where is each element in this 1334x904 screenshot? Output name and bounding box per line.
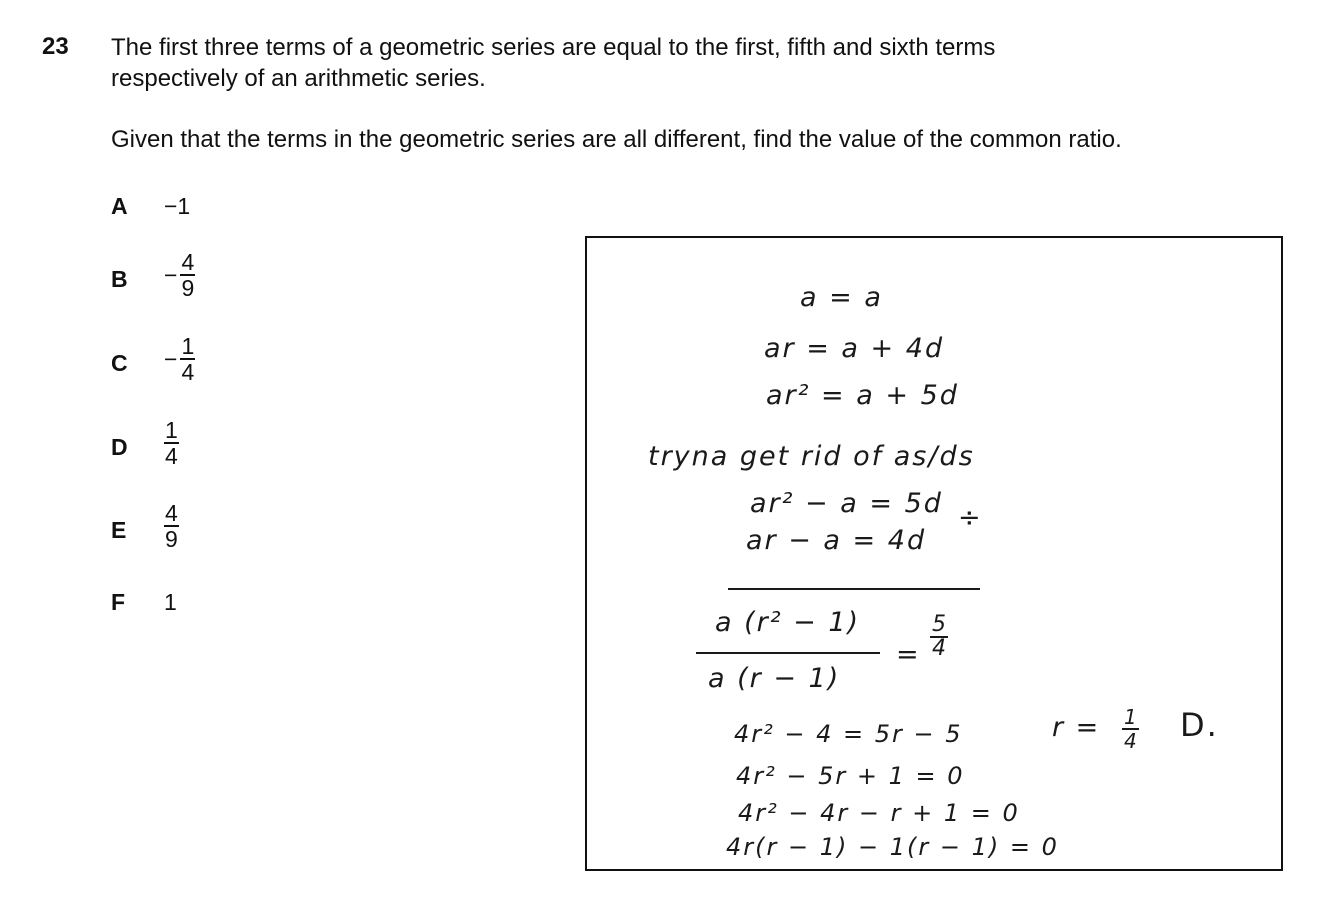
option-e-letter: E <box>111 517 127 543</box>
working-line-4: ar² − a = 5d <box>750 488 943 519</box>
working-divider <box>728 588 980 590</box>
option-b-denominator: 9 <box>181 275 195 301</box>
division-sign: ÷ <box>958 502 983 533</box>
answer-denominator: 4 <box>1124 729 1137 753</box>
working-rhs-numerator: 5 <box>932 612 946 637</box>
option-d-denominator: 4 <box>165 443 178 469</box>
question-text-line-2: respectively of an arithmetic series. <box>111 65 486 92</box>
option-a-value: −1 <box>164 193 191 219</box>
option-c-numerator: 1 <box>181 333 195 359</box>
working-fraction-denominator: a (r − 1) <box>708 663 841 694</box>
working-line-7: 4r² − 5r + 1 = 0 <box>736 762 965 790</box>
question-text-line-3: Given that the terms in the geometric series are all different, find the value of the common ratio. <box>111 126 1122 153</box>
option-d-letter: D <box>111 434 128 460</box>
option-c-value <box>164 334 195 384</box>
working-line-2: ar = a + 4d <box>764 333 945 364</box>
option-d-numerator: 1 <box>165 417 178 443</box>
option-f-letter: F <box>111 589 126 615</box>
working-line-6: 4r² − 4 = 5r − 5 <box>734 720 963 748</box>
working-line-3: ar² = a + 5d <box>766 380 959 411</box>
working-line-5: ar − a = 4d <box>746 525 927 556</box>
option-b-value <box>164 250 195 300</box>
option-e-numerator: 4 <box>165 500 178 526</box>
option-e-value <box>164 501 179 551</box>
option-c-letter: C <box>111 350 128 376</box>
answer-lhs: r = <box>1052 712 1101 743</box>
answer-fraction <box>1122 706 1139 752</box>
question-number: 23 <box>42 33 69 60</box>
working-rhs-denominator: 4 <box>932 636 946 661</box>
option-e-denominator: 9 <box>165 526 178 552</box>
option-c-denominator: 4 <box>181 359 195 385</box>
option-b-letter: B <box>111 266 128 292</box>
working-line-9: 4r(r − 1) − 1(r − 1) = 0 <box>726 833 1059 861</box>
working-line-8: 4r² − 4r − r + 1 = 0 <box>738 799 1020 827</box>
answer-numerator: 1 <box>1124 705 1137 729</box>
option-b-sign: − <box>164 261 178 288</box>
question-text-line-1: The first three terms of a geometric series are equal to the first, fifth and sixth terms <box>111 34 996 61</box>
option-d-value <box>164 418 179 468</box>
option-a-letter: A <box>111 193 128 219</box>
option-c-sign: − <box>164 345 178 372</box>
working-fraction-equals: = <box>896 639 921 670</box>
working-fraction-bar <box>696 652 880 654</box>
option-f-value: 1 <box>164 589 177 615</box>
answer-letter: D. <box>1180 706 1219 744</box>
working-note: tryna get rid of as/ds <box>648 441 975 472</box>
working-rhs-fraction <box>930 614 948 660</box>
working-fraction-numerator: a (r² − 1) <box>715 607 861 638</box>
working-line-1: a = a <box>800 282 883 313</box>
option-b-numerator: 4 <box>181 249 195 275</box>
